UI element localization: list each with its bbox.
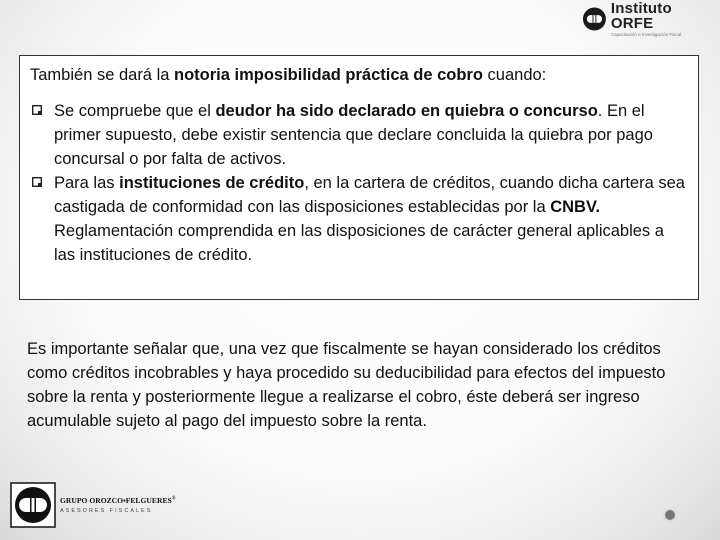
bold-text: instituciones de crédito bbox=[119, 174, 305, 192]
box-intro bbox=[30, 63, 688, 87]
firm-logo-icon bbox=[10, 482, 56, 528]
decorative-dot bbox=[665, 510, 675, 520]
list-item bbox=[30, 99, 688, 171]
institute-name: Instituto ORFE bbox=[610, 0, 672, 32]
bold-text: notoria imposibilidad práctica de cobro bbox=[174, 66, 483, 84]
firm-subtitle: ASESORES FISCALES bbox=[60, 508, 153, 514]
list-item-text bbox=[54, 102, 653, 168]
text-run: Reglamentación comprendida en las disposiciones de carácter general aplicables a las instituciones de crédito. bbox=[54, 222, 664, 264]
conditions-box bbox=[19, 55, 699, 300]
closing-paragraph: Es importante señalar que, una vez que fiscalmente se hayan considerado los créditos como créditos incobrables y haya procedido su deducibilidad para efectos del impuesto sobre la renta y posteriormente llegue a realizarse el cobro, éste deberá ser ingreso acumulable sujeto al pago del impuesto sobre la renta. bbox=[27, 340, 666, 430]
institute-logo bbox=[582, 0, 714, 37]
checkbox-bullet-icon bbox=[32, 105, 42, 115]
text-run: Se compruebe que el bbox=[54, 102, 216, 120]
firm-name: GRUPO OROZCO•FELGUERES® bbox=[60, 496, 176, 505]
text-run: Para las bbox=[54, 174, 120, 192]
text-run: . En el primer supuesto, debe existir sentencia que declare concluida la quiebra por pago concursal o por falta de activos. bbox=[54, 102, 653, 168]
bold-text: CNBV. bbox=[550, 198, 601, 216]
text-run: , en la cartera de créditos, cuando dicha cartera sea castigada de conformidad con las disposiciones establecidas por la bbox=[54, 174, 685, 216]
list-item bbox=[30, 171, 688, 267]
registered-mark: ® bbox=[171, 496, 176, 502]
orfe-logo-icon bbox=[582, 6, 607, 32]
conditions-list bbox=[30, 99, 688, 267]
text-run: cuando: bbox=[482, 66, 547, 84]
institute-tagline: Capacitación e Investigación Fiscal bbox=[610, 31, 682, 37]
bold-text: deudor ha sido declarado en quiebra o concurso bbox=[215, 102, 598, 120]
checkbox-bullet-icon bbox=[32, 177, 42, 187]
text-run: También se dará la bbox=[30, 66, 174, 84]
list-item-text bbox=[54, 174, 685, 264]
firm-logo bbox=[10, 482, 180, 528]
